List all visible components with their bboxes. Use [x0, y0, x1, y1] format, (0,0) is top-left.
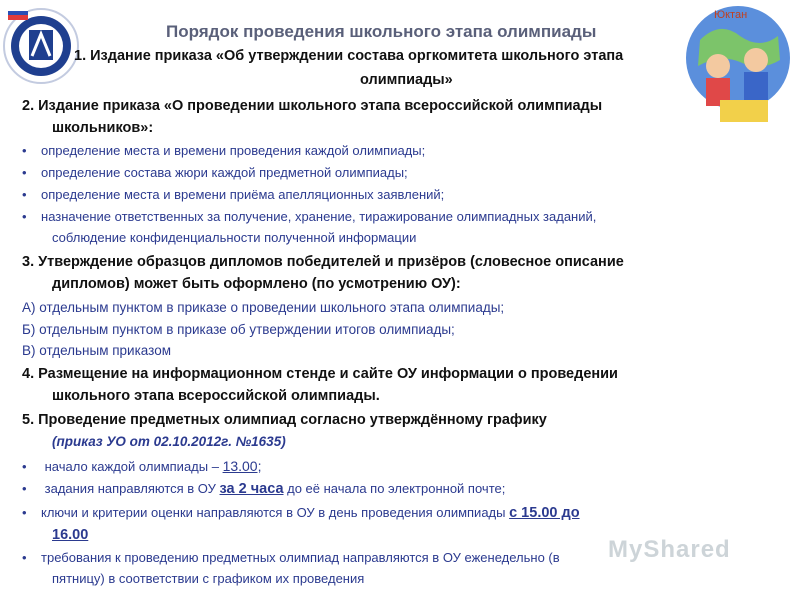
bullet-icon: •	[22, 459, 27, 474]
time-start-link: 13.00;	[222, 458, 262, 474]
list-item-continuation: соблюдение конфиденциальности полученной информации	[52, 230, 417, 245]
bullet-icon: •	[22, 550, 27, 565]
list-item: • определение места и времени проведения каждой олимпиады;	[22, 143, 426, 158]
list-item-continuation	[52, 525, 88, 545]
option-c: В) отдельным приказом	[22, 343, 171, 358]
item3-line1: 3. Утверждение образцов дипломов победителей и призёров (словесное описание	[22, 254, 624, 270]
list-item: • ключи и критерии оценки направляются в ОУ в день проведения олимпиады с 15.00 до	[22, 505, 580, 521]
bullet-icon: •	[22, 143, 27, 158]
time-range-link-end: 16.00	[52, 527, 89, 543]
item2-line2: школьников»:	[52, 120, 154, 136]
list-item: • требования к проведению предметных олимпиад направляются в ОУ еженедельно (в	[22, 550, 560, 565]
option-b: Б) отдельным пунктом в приказе об утверждении итогов олимпиады;	[22, 322, 455, 337]
list-item: • начало каждой олимпиады – 13.00;	[22, 458, 262, 474]
list-item: • определение состава жюри каждой предметной олимпиады;	[22, 165, 408, 180]
watermark: MyShared	[608, 536, 731, 563]
bullet-icon: •	[22, 187, 27, 202]
two-hours-link: за 2 часа	[219, 481, 284, 497]
bullet-icon: •	[22, 505, 27, 520]
list-item: • назначение ответственных за получение, хранение, тиражирование олимпиадных заданий,	[22, 209, 597, 224]
item5-line1: 5. Проведение предметных олимпиад согласно утверждённому графику	[22, 412, 547, 428]
item2-line1: 2. Издание приказа «О проведении школьного этапа всероссийской олимпиады	[22, 98, 603, 114]
time-range-link: с 15.00 до	[509, 505, 580, 521]
bullet-icon: •	[22, 209, 27, 224]
list-item-continuation: пятницу) в соответствии с графиком их проведения	[52, 571, 365, 586]
list-item: • определение места и времени приёма апелляционных заявлений;	[22, 187, 445, 202]
bullet-icon: •	[22, 481, 27, 496]
item4-line1: 4. Размещение на информационном стенде и сайте ОУ информации о проведении	[22, 366, 618, 382]
globe-label: Юктан	[714, 9, 748, 21]
olympiad-logo	[2, 0, 80, 98]
list-item: • задания направляются в ОУ за 2 часа до её начала по электронной почте;	[22, 481, 506, 497]
item4-line2: школьного этапа всероссийской олимпиады.	[52, 388, 380, 404]
item3-line2: дипломов) может быть оформлено (по усмотрению ОУ):	[52, 276, 461, 292]
page-title: Порядок проведения школьного этапа олимпиады	[166, 22, 597, 41]
item1-line1: 1. Издание приказа «Об утверждении состава оргкомитета школьного этапа	[74, 48, 624, 64]
order-reference: (приказ УО от 02.10.2012г. №1635)	[52, 434, 286, 449]
option-a: А) отдельным пунктом в приказе о проведении школьного этапа олимпиады;	[22, 300, 505, 315]
globe-kids-illustration	[680, 0, 795, 128]
item1-line2: олимпиады»	[360, 72, 453, 88]
bullet-icon: •	[22, 165, 27, 180]
